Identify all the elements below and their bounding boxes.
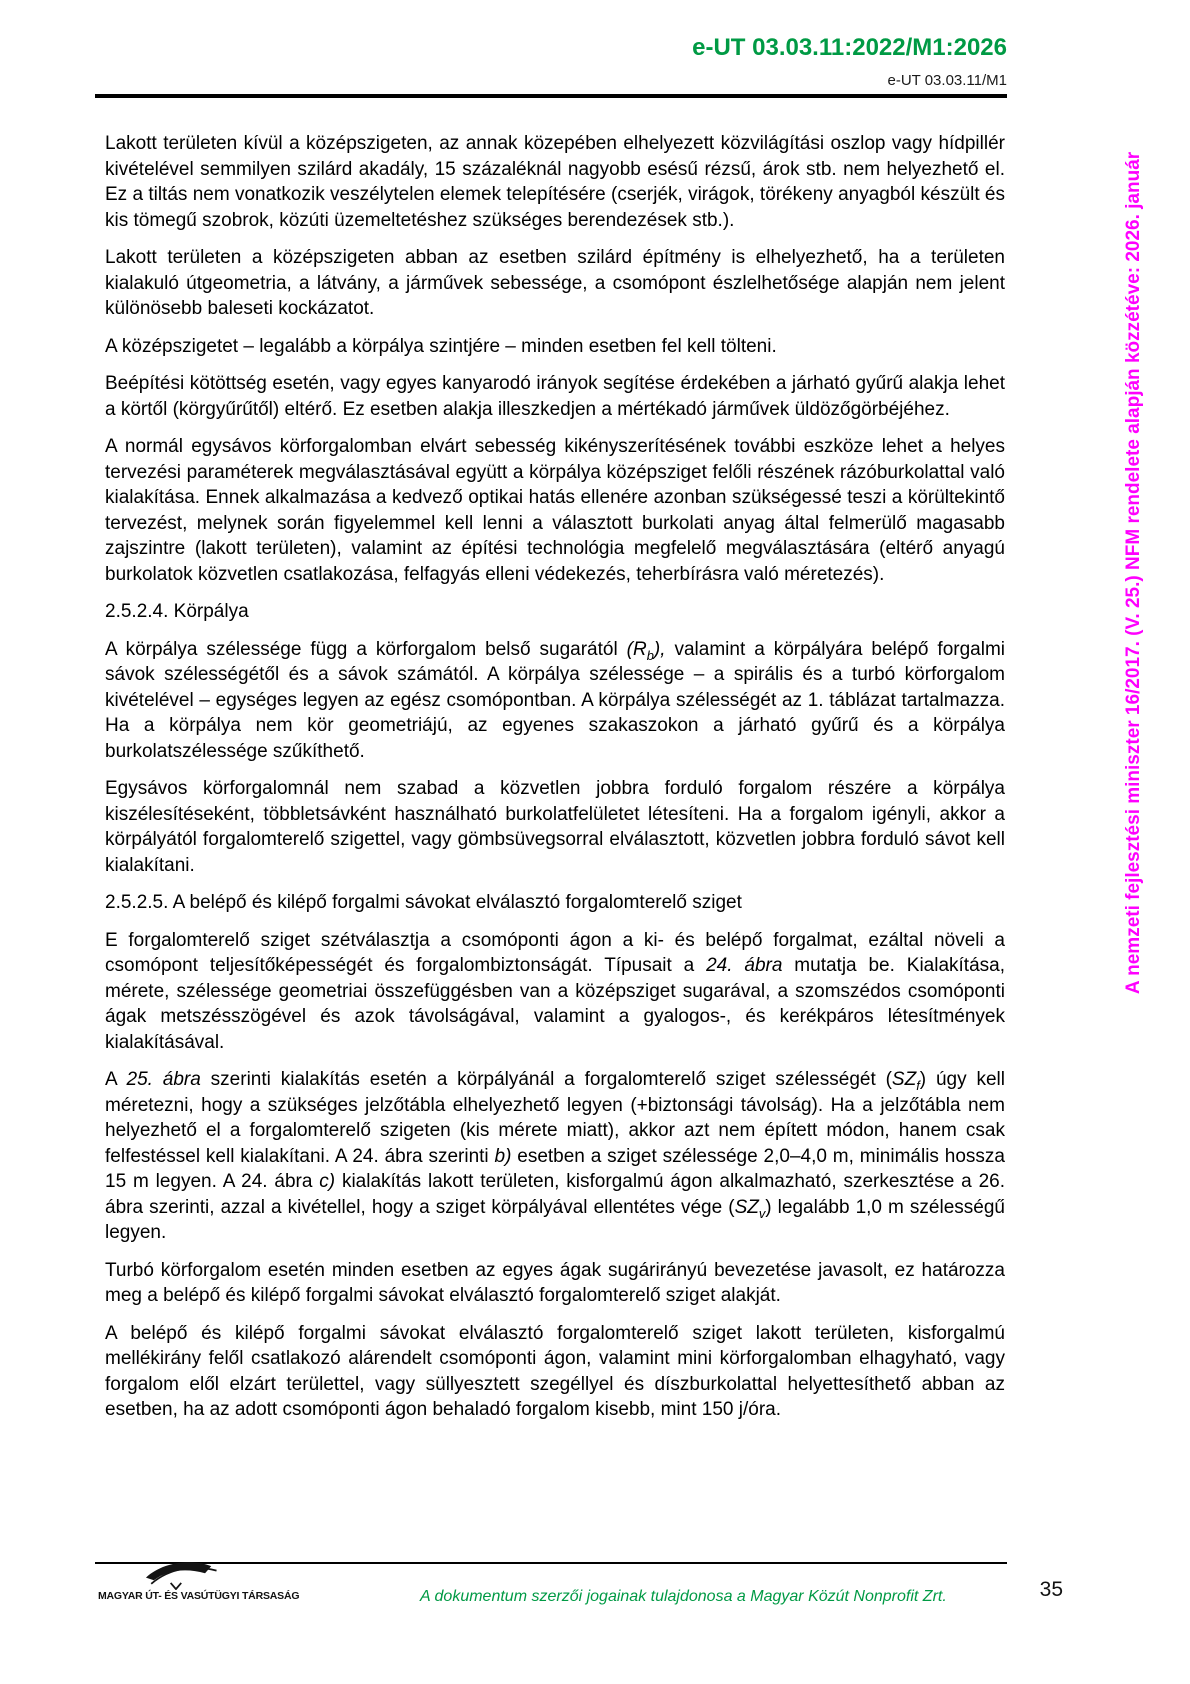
- body-paragraph: A körpálya szélessége függ a körforgalom belső sugarától $(R_b)$, valamint a körpályára belépő forgalmi sávok szélességétől és a sávok számától. A körpálya szélessége – a spirális és a turbó körforgalom kivételével – egységes legyen az egész csomópontban. A körpálya szélességét az 1. táblázat tartalmazza. Ha a körpálya nem kör geometriájú, az egyenes szakaszokon a járható gyűrű és a körpálya burkolatszélessége szűkíthető.: [105, 638, 1005, 762]
- document-id: e-UT 03.03.11:2022/M1:2026: [692, 34, 1007, 61]
- document-body: [105, 131, 1005, 1435]
- header-rule: [95, 94, 1007, 98]
- body-paragraph: A 25. ábra szerinti kialakítás esetén a körpályánál a forgalomterelő sziget szélességét $(SZ_f)$ úgy kell méretezni, hogy a szükséges jelzőtábla elhelyezhető legyen (+biztonsági távolság). Ha a jelzőtábla nem helyezhető el a forgalomterelő szigeten (kis mérete miatt), akkor azt nem épített módon, hanem csak felfestéssel kell kialakítani. A 24. ábra szerinti b) esetben a sziget szélessége 2,0–4,0 m, minimális hossza 15 m legyen. A 24. ábra c) kialakítás lakott területen, kisforgalmú ágon alkalmazható, szerkesztése a 26. ábra szerinti, azzal a kivétellel, hogy a sziget körpályával ellentétes vége $(SZ_v)$ legalább 1,0 m szélességű legyen.: [105, 1069, 1005, 1243]
- org-name: MAGYAR ÚT- ÉS VASÚTÜGYI TÁRSASÁG: [98, 1590, 300, 1602]
- body-paragraph: A belépő és kilépő forgalmi sávokat elválasztó forgalomterelő sziget lakott területen, kisforgalmú mellékirány felől csatlakozó alárendelt csomóponti ágon, valamint mini körforgalomban elhagyható, vagy forgalom elől elzárt területtel, vagy süllyesztett szegéllyel és díszburkolattal helyettesíthető abban az esetben, ha az adott csomóponti ágon behaladó forgalom kisebb, mint 150 j/óra.: [105, 1322, 1005, 1420]
- body-paragraph: Beépítési kötöttség esetén, vagy egyes kanyarodó irányok segítése érdekében a járható gyűrű alakja lehet a körtől (körgyűrűtől) eltérő. Ez esetben alakja illeszkedjen a mértékadó járművek üldözőgörbéjéhez.: [105, 373, 1005, 420]
- section-heading: 2.5.2.5. A belépő és kilépő forgalmi sávokat elválasztó forgalomterelő sziget: [105, 892, 742, 913]
- page-number: 35: [1039, 1578, 1063, 1601]
- side-note-vertical: A nemzeti fejlesztési miniszter 16/2017. (V. 25.) NFM rendelete alapján közzétéve: 2026. január: [1123, 151, 1144, 995]
- section-heading: 2.5.2.4. Körpálya: [105, 601, 249, 622]
- body-paragraph: E forgalomterelő sziget szétválasztja a csomóponti ágon a ki- és belépő forgalmat, ezáltal növeli a csomópont teljesítőképességét és forgalombiztonságát. Típusait a 24. ábra mutatja be. Kialakítása, mérete, szélessége geometriai összefüggésben van a középsziget sugarával, a szomszédos csomóponti ágak metszésszögével és azok távolságával, valamint a gyalogos-, és kerékpáros létesítmények kialakításával.: [105, 929, 1005, 1053]
- body-paragraph: A normál egysávos körforgalomban elvárt sebesség kikényszerítésének további eszköze lehet a helyes tervezési paraméterek megválasztásával együtt a körpálya középsziget felőli részének rázóburkolattal való kialakítása. Ennek alkalmazása a kedvező optikai hatás ellenére azonban szükségessé teszi a körültekintő tervezést, melynek során figyelemmel kell lenni a választott burkolati anyag által felmerülő magasabb zajszintre (lakott területen), valamint az építési technológia megfelelő megválasztására (eltérő anyagú burkolatok közvetlen csatlakozása, felfagyás elleni védekezés, teherbírásra való méretezés).: [105, 436, 1005, 585]
- document-id-short: e-UT 03.03.11/M1: [887, 72, 1007, 89]
- body-paragraph: A középszigetet – legalább a körpálya szintjére – minden esetben fel kell tölteni.: [105, 335, 777, 357]
- body-paragraph: Turbó körforgalom esetén minden esetben az egyes ágak sugárirányú bevezetése javasolt, ez határozza meg a belépő és kilépő forgalmi sávokat elválasztó forgalomterelő sziget alakját.: [105, 1259, 1005, 1306]
- body-paragraph: Lakott területen a középszigeten abban az esetben szilárd építmény is elhelyezhető, ha a területen kialakuló útgeometria, a látvány, a járművek sebessége, a csomópont észlelhetősége alapján nem jelent különösebb baleseti kockázatot.: [105, 247, 1005, 319]
- copyright-notice: A dokumentum szerzői jogainak tulajdonosa a Magyar Közút Nonprofit Zrt.: [420, 1588, 947, 1605]
- body-paragraph: Lakott területen kívül a középszigeten, az annak közepében elhelyezett közvilágítási oszlop vagy hídpillér kivételével semmilyen szilárd akadály, 15 százaléknál nagyobb esésű rézsű, árok stb. nem helyezhető el. Ez a tiltás nem vonatkozik veszélytelen elemek telepítésére (cserjék, virágok, törékeny anyagból készült és kis tömegű szobrok, közúti üzemeltetéshez szükséges berendezések stb.).: [105, 133, 1005, 231]
- road-swoosh-icon: [118, 1560, 248, 1590]
- body-paragraph: Egysávos körforgalomnál nem szabad a közvetlen jobbra forduló forgalom részére a körpálya kiszélesítéseként, többletsávként használható burkolatfelületet létesíteni. Ha a forgalom igényli, akkor a körpályától forgalomterelő szigettel, vagy gömbsüvegsorral elválasztott, közvetlen jobbra forduló sávot kell kialakítani.: [105, 778, 1005, 876]
